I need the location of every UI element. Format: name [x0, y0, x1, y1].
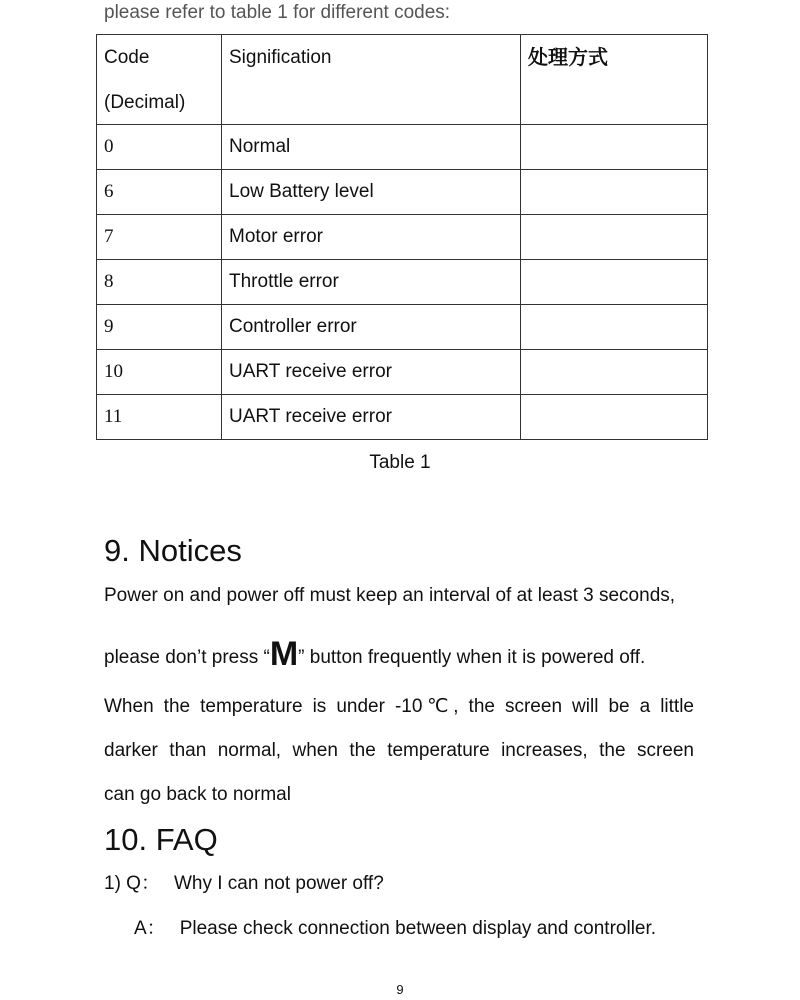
- code-cell: 9: [97, 305, 222, 350]
- faq-answer-1: [134, 916, 724, 942]
- notices-para2-line3: can go back to normal: [104, 784, 291, 805]
- faq-a1-label: A：: [134, 918, 166, 939]
- header-code-line1: Code: [104, 47, 150, 68]
- code-cell: 6: [97, 170, 222, 215]
- code-cell: 10: [97, 350, 222, 395]
- signification-cell: Low Battery level: [222, 170, 521, 215]
- faq-q1-text: Why I can not power off?: [173, 873, 384, 894]
- handling-cell: [521, 215, 708, 260]
- intro-text: please refer to table 1 for different codes:: [104, 2, 451, 23]
- signification-cell: UART receive error: [222, 395, 521, 440]
- notices-para2-line2: darker than normal, when the temperature increases, the screen: [104, 740, 694, 761]
- table-row: [97, 125, 708, 170]
- table-header-row: [97, 35, 708, 125]
- handling-cell: [521, 125, 708, 170]
- code-cell: 8: [97, 260, 222, 305]
- notices-para1-line1: Power on and power off must keep an interval of at least 3 seconds,: [104, 585, 676, 606]
- error-code-table: [96, 34, 708, 440]
- handling-cell: [521, 260, 708, 305]
- header-code: [97, 35, 222, 125]
- notices-heading: 9. Notices: [104, 533, 242, 568]
- signification-cell: Normal: [222, 125, 521, 170]
- code-cell: 11: [97, 395, 222, 440]
- signification-cell: Controller error: [222, 305, 521, 350]
- signification-cell: Motor error: [222, 215, 521, 260]
- table-row: [97, 215, 708, 260]
- code-cell: 0: [97, 125, 222, 170]
- table-row: [97, 305, 708, 350]
- table-caption: Table 1: [369, 452, 431, 473]
- code-cell: 7: [97, 215, 222, 260]
- handling-cell: [521, 170, 708, 215]
- table-row: [97, 170, 708, 215]
- signification-cell: UART receive error: [222, 350, 521, 395]
- table-row: [97, 350, 708, 395]
- handling-cell: [521, 350, 708, 395]
- faq-q1-label: 1) Q：: [104, 873, 160, 894]
- faq-heading: 10. FAQ: [104, 822, 218, 857]
- notices-para1-pre: please don’t press “: [104, 647, 270, 668]
- signification-cell: Throttle error: [222, 260, 521, 305]
- notices-para1-line2: [104, 635, 694, 673]
- faq-a1-text: Please check connection between display and controller.: [179, 918, 657, 939]
- handling-cell: [521, 305, 708, 350]
- header-handling-text: 处理方式: [528, 45, 608, 69]
- header-signification: [222, 35, 521, 125]
- m-key-label: M: [269, 635, 299, 673]
- header-signification-text: Signification: [229, 47, 332, 68]
- notices-para1-post: ” button frequently when it is powered off.: [298, 647, 646, 668]
- header-code-line2: (Decimal): [104, 92, 186, 113]
- table-row: [97, 395, 708, 440]
- faq-question-1: [104, 871, 694, 897]
- page-number: 9: [396, 982, 404, 997]
- header-handling: [521, 35, 708, 125]
- notices-para2-line1: When the temperature is under -10℃, the screen will be a little: [104, 696, 694, 717]
- table-row: [97, 260, 708, 305]
- handling-cell: [521, 395, 708, 440]
